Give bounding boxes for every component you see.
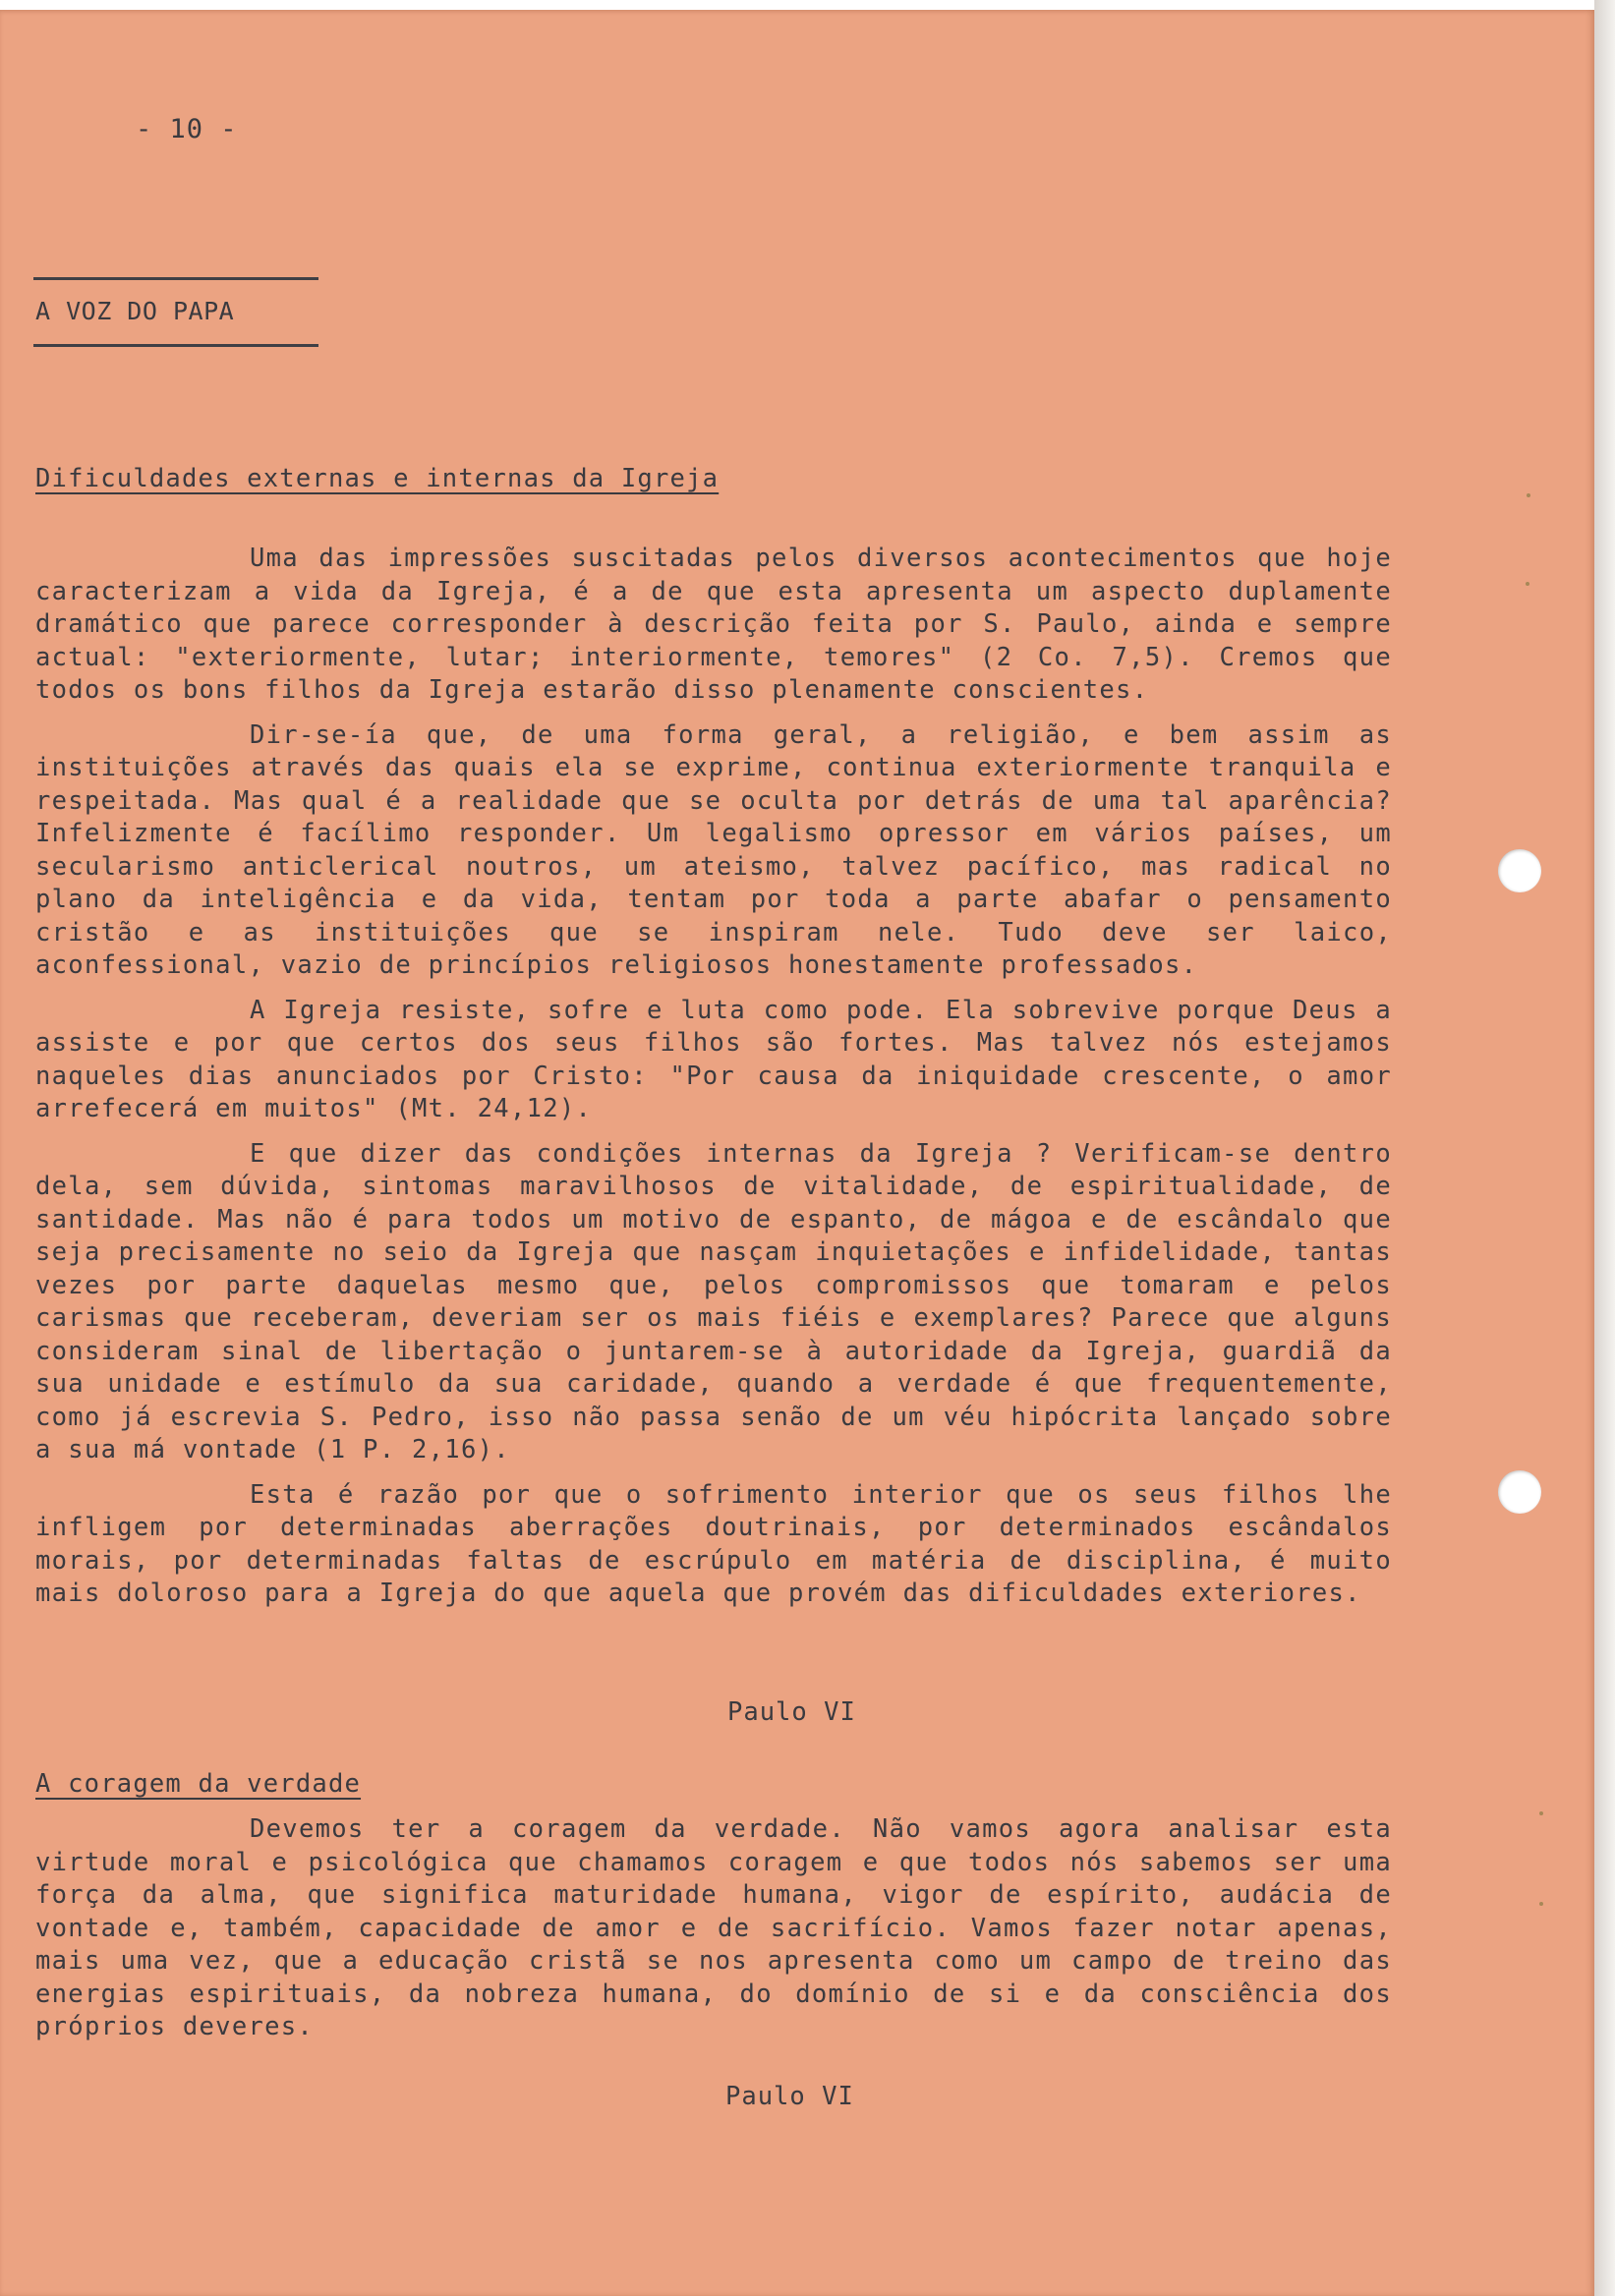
- section-heading: A VOZ DO PAPA: [35, 297, 235, 325]
- header-rule-bottom: [33, 344, 318, 347]
- page-edge: [1594, 0, 1615, 2296]
- article-title-coragem: A coragem da verdade: [35, 1769, 362, 1799]
- punch-hole-upper: [1498, 849, 1541, 892]
- paper-speck: [1527, 493, 1530, 497]
- paper-speck: [1539, 1811, 1543, 1815]
- paper-speck: [1526, 582, 1529, 586]
- paragraph: Dir-se-ía que, de uma forma geral, a religião, e bem assim as instituições através das quais ela se exprime, continua exteriormente tranquila e respeitada. Mas qual é a realidade que se oculta por detrás de uma tal aparência? Infelizmente é facílimo responder. Um legalismo opressor em vários países, um secularismo anticlerical noutros, um ateismo, talvez pacífico, mas radical no plano da inteligência e da vida, tentam por toda a parte abafar o pensamento cristão e as instituições que se inspiram nele. Tudo deve ser laico, aconfessional, vazio de princípios religiosos honestamente professados.: [35, 719, 1392, 980]
- signature-paulo-vi: Paulo VI: [727, 1697, 856, 1727]
- paragraph: E que dizer das condições internas da Igreja ? Verificam-se dentro dela, sem dúvida, sintomas maravilhosos de vitalidade, de espiritualidade, de santidade. Mas não é para todos um motivo de espanto, de mágoa e de escândalo que seja precisamente no seio da Igreja que nasçam inquietações e infidelidade, tantas vezes por parte daquelas mesmo que, pelos compromissos que tomaram e pelos carismas que receberam, deveriam ser os mais fiéis e exemplares? Parece que alguns consideram sinal de libertação o juntarem-se à autoridade da Igreja, guardiã da sua unidade e estímulo da sua caridade, quando a verdade é que frequentemente, como já escrevia S. Pedro, isso não passa senão de um véu hipócrita lançado sobre a sua má vontade (1 P. 2,16).: [35, 1138, 1392, 1464]
- punch-hole-lower: [1498, 1470, 1541, 1514]
- signature-paulo-vi: Paulo VI: [725, 2082, 854, 2111]
- article-title-dificuldades: Dificuldades externas e internas da Igreja: [35, 464, 720, 493]
- header-rule-top: [33, 277, 318, 280]
- page-number: - 10 -: [136, 114, 238, 144]
- paper-speck: [1539, 1902, 1543, 1906]
- paragraph: Uma das impressões suscitadas pelos diversos acontecimentos que hoje caracterizam a vida da Igreja, é a de que esta apresenta um aspecto duplamente dramático que parece corresponder à descrição feita por S. Paulo, ainda e sempre actual: "exteriormente, lutar; interiormente, temores" (2 Co. 7,5). Cremos que todos os bons filhos da Igreja estarão disso plenamente conscientes.: [35, 544, 1392, 705]
- paragraph: Devemos ter a coragem da verdade. Não vamos agora analisar esta virtude moral e psicológica que chamamos coragem e que todos nós sabemos ser uma força da alma, que significa maturidade humana, vigor de espírito, audácia de vontade e, também, capacidade de amor e de sacrifício. Vamos fazer notar apenas, mais uma vez, que a educação cristã se nos apresenta como um campo de treino das energias espirituais, da nobreza humana, do domínio de si e da consciência dos próprios deveres.: [35, 1814, 1392, 2041]
- article-body-coragem: [35, 1813, 1392, 2044]
- paragraph: Esta é razão por que o sofrimento interior que os seus filhos lhe infligem por determinadas aberrações doutrinais, por determinados escândalos morais, por determinadas faltas de escrúpulo em matéria de disciplina, é muito mais doloroso para a Igreja do que aquela que provém das dificuldades exteriores.: [35, 1479, 1392, 1608]
- paragraph: A Igreja resiste, sofre e luta como pode. Ela sobrevive porque Deus a assiste e por que certos dos seus filhos são fortes. Mas talvez nós estejamos naqueles dias anunciados por Cristo: "Por causa da iniquidade crescente, o amor arrefecerá em muitos" (Mt. 24,12).: [35, 995, 1392, 1123]
- article-body-dificuldades: [35, 543, 1392, 1611]
